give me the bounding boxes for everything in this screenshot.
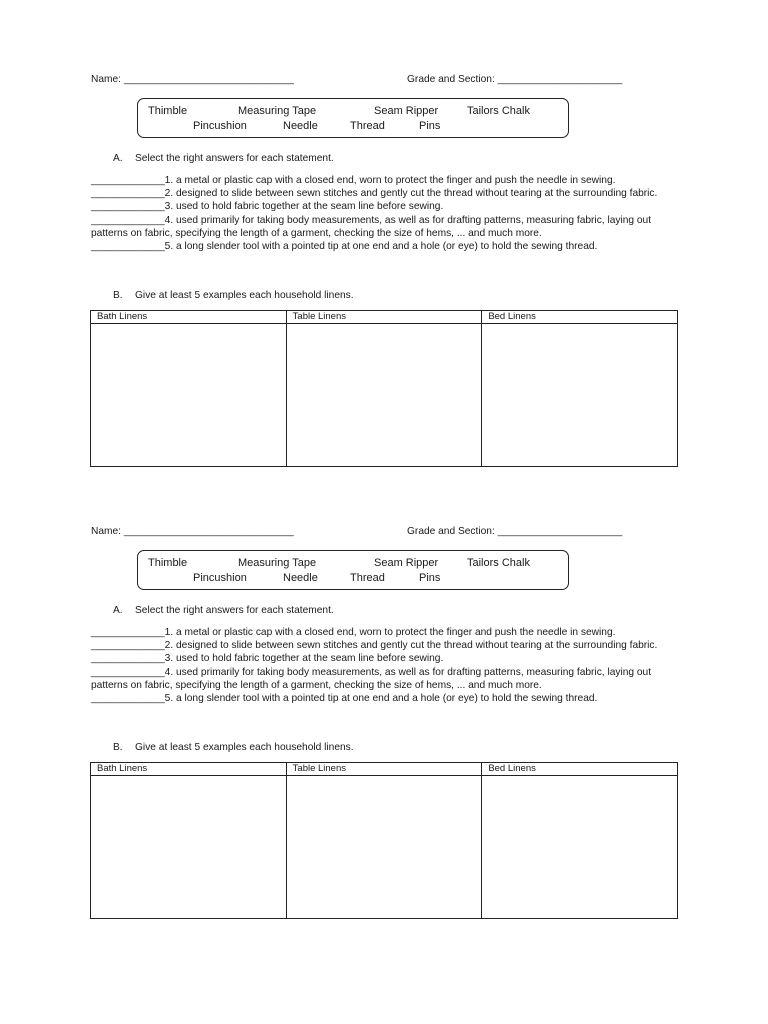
section-instruction: Select the right answers for each statement. <box>135 153 334 164</box>
word-bank-item: Seam Ripper <box>374 105 439 117</box>
word-bank-item: Pincushion <box>193 120 247 132</box>
statement-item: _____________2. designed to slide between sewn stitches and gently cut the thread without tearing at the surrounding fabric. <box>91 640 658 652</box>
section-a-heading <box>113 152 334 165</box>
word-bank-item: Seam Ripper <box>374 557 439 569</box>
word-bank-item: Thread <box>350 120 385 132</box>
statement-list <box>91 626 681 705</box>
grade-section-field: Grade and Section: ______________________ <box>407 74 623 85</box>
word-bank-item: Pincushion <box>193 572 247 584</box>
statement-item: _____________2. designed to slide between sewn stitches and gently cut the thread without tearing at the surrounding fabric. <box>91 188 658 200</box>
section-instruction: Select the right answers for each statement. <box>135 605 334 616</box>
header-row <box>91 525 651 539</box>
table-header-row <box>91 763 678 776</box>
statement-item: _____________4. used primarily for taking body measurements, as well as for drafting patterns, measuring fabric, laying out patterns on fabric, specifying the length of a garment, checking the size of hems, ... and much more. <box>91 666 652 691</box>
answer-cell-bath-linens[interactable] <box>91 776 287 919</box>
word-bank-item: Thimble <box>148 557 188 569</box>
section-b-heading <box>113 741 354 754</box>
section-letter: A. <box>113 605 123 616</box>
column-header-table-linens: Table Linens <box>286 311 482 324</box>
statement-item: _____________3. used to hold fabric together at the seam line before sewing. <box>91 201 444 213</box>
section-letter: A. <box>113 153 123 164</box>
section-a-heading <box>113 604 334 617</box>
word-bank-item: Thimble <box>148 105 188 117</box>
column-header-bath-linens: Bath Linens <box>91 763 287 776</box>
grade-section-field: Grade and Section: ______________________ <box>407 526 623 537</box>
word-bank-item: Measuring Tape <box>238 557 317 569</box>
statement-item: _____________1. a metal or plastic cap with a closed end, worn to protect the finger and push the needle in sewing. <box>91 175 616 186</box>
answer-cell-bed-linens[interactable] <box>482 324 678 467</box>
word-bank-item: Needle <box>283 572 318 584</box>
statement-item: _____________4. used primarily for taking body measurements, as well as for drafting patterns, measuring fabric, laying out patterns on fabric, specifying the length of a garment, checking the size of hems, ... and much more. <box>91 214 652 239</box>
statement-item: _____________1. a metal or plastic cap with a closed end, worn to protect the finger and push the needle in sewing. <box>91 627 616 638</box>
answer-cell-table-linens[interactable] <box>286 324 482 467</box>
section-letter: B. <box>113 742 123 753</box>
linens-table <box>90 310 678 467</box>
statement-item: _____________5. a long slender tool with a pointed tip at one end and a hole (or eye) to hold the sewing thread. <box>91 693 598 705</box>
word-bank-item: Thread <box>350 572 385 584</box>
word-bank-item: Pins <box>419 120 441 132</box>
statement-list <box>91 174 681 253</box>
section-b-heading <box>113 289 354 302</box>
word-bank-item: Tailors Chalk <box>467 557 530 569</box>
answer-cell-bath-linens[interactable] <box>91 324 287 467</box>
header-row <box>91 73 651 87</box>
word-bank-item: Measuring Tape <box>238 105 317 117</box>
table-header-row <box>91 311 678 324</box>
statement-item: _____________5. a long slender tool with a pointed tip at one end and a hole (or eye) to hold the sewing thread. <box>91 241 598 253</box>
table-answer-row <box>91 324 678 467</box>
column-header-bath-linens: Bath Linens <box>91 311 287 324</box>
column-header-bed-linens: Bed Linens <box>482 311 678 324</box>
section-instruction: Give at least 5 examples each household linens. <box>135 290 354 301</box>
word-bank-item: Tailors Chalk <box>467 105 530 117</box>
section-instruction: Give at least 5 examples each household linens. <box>135 742 354 753</box>
word-bank <box>137 98 569 138</box>
section-letter: B. <box>113 290 123 301</box>
answer-cell-bed-linens[interactable] <box>482 776 678 919</box>
column-header-table-linens: Table Linens <box>286 763 482 776</box>
linens-table <box>90 762 678 919</box>
word-bank <box>137 550 569 590</box>
column-header-bed-linens: Bed Linens <box>482 763 678 776</box>
statement-item: _____________3. used to hold fabric together at the seam line before sewing. <box>91 653 444 665</box>
name-field: Name: ______________________________ <box>91 526 294 537</box>
table-answer-row <box>91 776 678 919</box>
name-field: Name: ______________________________ <box>91 74 294 85</box>
answer-cell-table-linens[interactable] <box>286 776 482 919</box>
word-bank-item: Pins <box>419 572 441 584</box>
word-bank-item: Needle <box>283 120 318 132</box>
